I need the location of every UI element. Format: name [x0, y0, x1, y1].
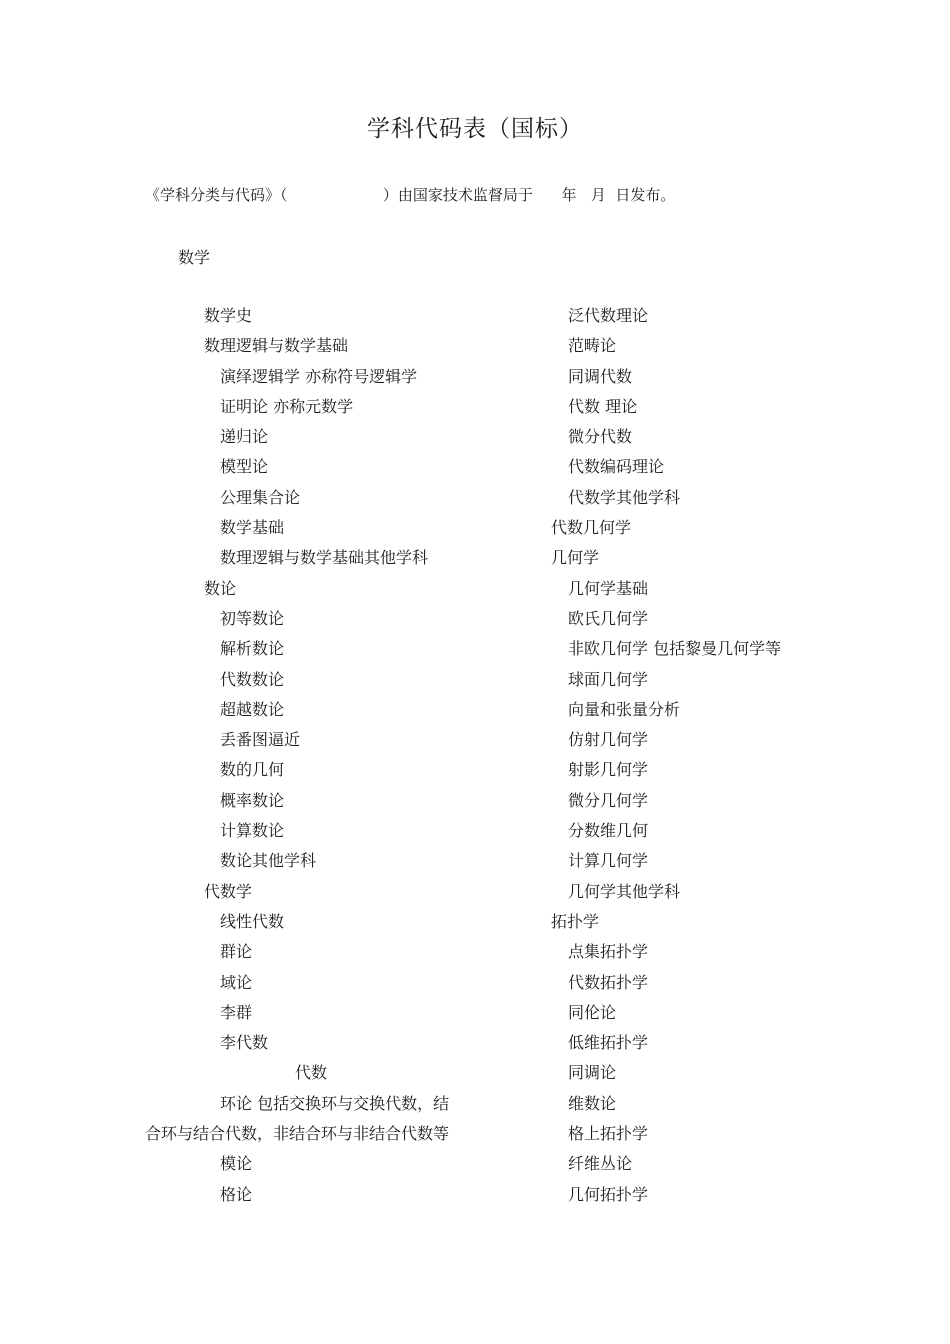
subject-entry: 计算数论 [220, 821, 285, 841]
subject-entry: 代数学其他学科 [568, 487, 681, 507]
subject-entry: 解析数论 [220, 639, 285, 659]
subject-entry: 拓扑学 [551, 911, 600, 931]
intro-blank-2 [533, 186, 562, 204]
intro-text-month: 月 [590, 186, 606, 204]
subject-entry: 代数几何学 [551, 518, 632, 538]
subject-entry: 李代数 [220, 1033, 269, 1053]
subject-entry: 向量和张量分析 [568, 699, 681, 719]
subject-entry: 模论 [220, 1154, 253, 1174]
subject-entry: 群论 [220, 942, 253, 962]
subject-entry: 递归论 [220, 427, 269, 447]
subject-entry: 数理逻辑与数学基础其他学科 [220, 548, 429, 568]
subject-entry: 代数拓扑学 [568, 972, 649, 992]
subject-entry: 点集拓扑学 [568, 942, 649, 962]
left-column-list [145, 303, 485, 1212]
subject-entry: 同伦论 [568, 1002, 617, 1022]
subject-entry: 几何学基础 [568, 578, 649, 598]
subject-entry: 低维拓扑学 [568, 1033, 649, 1053]
intro-blank-4 [606, 186, 616, 204]
subject-entry: 合环与结合代数，非结合环与非结合代数等 [145, 1124, 450, 1144]
subject-entry: 超越数论 [220, 699, 285, 719]
subject-entry: 数论 [204, 578, 237, 598]
subject-entry: 公理集合论 [220, 487, 301, 507]
subject-entry: 计算几何学 [568, 851, 649, 871]
subject-entry: 分数维几何 [568, 821, 649, 841]
subject-entry: 初等数论 [220, 608, 285, 628]
subject-entry: 域论 [220, 972, 253, 992]
subject-entry: 维数论 [568, 1093, 617, 1113]
subject-entry: 同调代数 [568, 366, 633, 386]
section-heading: 数学 [178, 248, 211, 267]
subject-entry: 证明论 亦称元数学 [220, 396, 354, 416]
subject-entry: 丢番图逼近 [220, 730, 301, 750]
subject-entry: 几何学其他学科 [568, 881, 681, 901]
right-column-list [551, 303, 851, 1212]
subject-entry: 数的几何 [220, 760, 285, 780]
subject-entry: 代数 理论 [568, 396, 638, 416]
subject-entry: 代数 [295, 1063, 328, 1083]
subject-entry: 代数数论 [220, 669, 285, 689]
subject-entry: 泛代数理论 [568, 306, 649, 325]
subject-entry: 数理逻辑与数学基础 [204, 336, 349, 356]
subject-entry: 几何学 [551, 548, 600, 568]
subject-entry: 环论 包括交换环与交换代数，结 [220, 1093, 450, 1113]
subject-entry: 李群 [220, 1002, 253, 1022]
subject-entry: 欧氏几何学 [568, 608, 649, 628]
subject-entry: 演绎逻辑学 亦称符号逻辑学 [220, 366, 418, 386]
subject-entry: 格上拓扑学 [568, 1124, 649, 1144]
subject-entry: 代数学 [204, 881, 253, 901]
intro-blank-3 [577, 186, 591, 204]
subject-entry: 格论 [220, 1184, 253, 1204]
intro-text-part2: ）由国家技术监督局于 [382, 186, 533, 204]
subject-entry: 几何拓扑学 [568, 1184, 649, 1204]
subject-entry: 范畴论 [568, 336, 617, 356]
intro-text-day: 日发布。 [615, 186, 676, 204]
subject-entry: 模型论 [220, 457, 269, 477]
subject-entry: 球面几何学 [568, 669, 649, 689]
subject-entry: 数学基础 [220, 518, 285, 538]
subject-entry: 概率数论 [220, 790, 285, 810]
page-title: 学科代码表（国标） [367, 116, 583, 142]
subject-entry: 线性代数 [220, 911, 285, 931]
subject-entry: 代数编码理论 [568, 457, 665, 477]
subject-entry: 微分代数 [568, 427, 633, 447]
intro-text-year: 年 [561, 186, 577, 204]
intro-text-part1: 《学科分类与代码》（ [145, 186, 288, 204]
subject-entry: 仿射几何学 [568, 730, 649, 750]
intro-paragraph [145, 184, 675, 205]
subject-entry: 微分几何学 [568, 790, 649, 810]
intro-blank-1 [288, 186, 383, 204]
subject-entry: 数学史 [204, 306, 253, 325]
subject-entry: 射影几何学 [568, 760, 649, 780]
subject-entry: 数论其他学科 [220, 851, 317, 871]
subject-entry: 非欧几何学 包括黎曼几何学等 [568, 639, 782, 659]
subject-entry: 同调论 [568, 1063, 617, 1083]
subject-entry: 纤维丛论 [568, 1154, 633, 1174]
